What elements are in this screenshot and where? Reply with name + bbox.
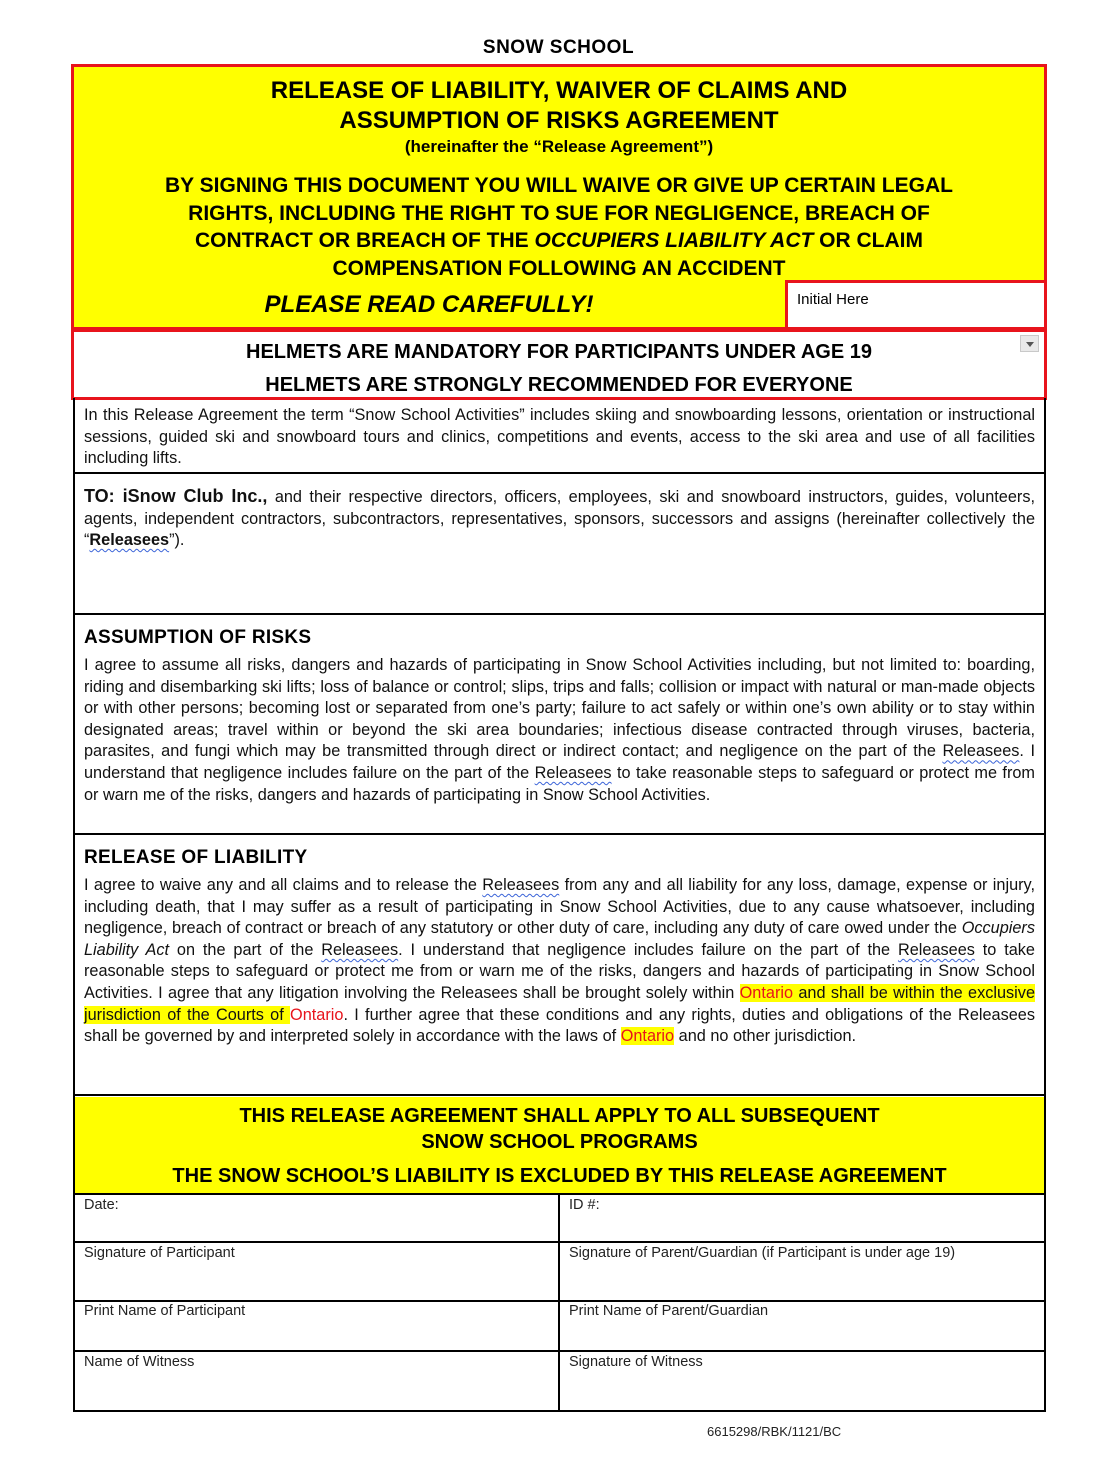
divider xyxy=(73,613,1046,615)
helmet-recommended-notice: HELMETS ARE STRONGLY RECOMMENDED FOR EVERYONE xyxy=(265,374,853,396)
warning-line-3-pre: CONTRACT OR BREACH OF THE xyxy=(194,229,535,252)
agreement-title-line-1: RELEASE OF LIABILITY, WAIVER OF CLAIMS AND xyxy=(270,77,848,104)
column-divider xyxy=(558,1193,560,1412)
date-field[interactable]: Date: xyxy=(84,1197,119,1213)
releasees-text: and their respective directors, officers, employees, ski and snowboard instructors, guides, volunteers, agents, independent contractors, subcontractors, representatives, sponsors, successors and assigns (hereinafter collectively the “ xyxy=(84,488,1035,550)
subsequent-programs-box xyxy=(75,1097,1044,1194)
dropdown-arrow-icon[interactable] xyxy=(1020,335,1039,352)
agreement-title-line-2: ASSUMPTION OF RISKS AGREEMENT xyxy=(339,107,779,134)
warning-line-3 xyxy=(74,227,1044,255)
witness-name-field[interactable]: Name of Witness xyxy=(84,1354,195,1370)
form-reference-code: 6615298/RBK/1121/BC xyxy=(707,1424,842,1439)
occupiers-act-reference: Occupiers Liability Act xyxy=(84,919,1035,959)
participant-print-name-field[interactable]: Print Name of Participant xyxy=(84,1303,246,1319)
releasees-text-end: ”). xyxy=(169,531,185,550)
please-read-carefully: PLEASE READ CAREFULLY! xyxy=(264,291,594,318)
releasees-paragraph xyxy=(84,486,1035,552)
liability-excluded-notice: THE SNOW SCHOOL’S LIABILITY IS EXCLUDED BY THIS RELEASE AGREEMENT xyxy=(172,1165,947,1187)
assumption-text: to take reasonable steps to safeguard or protect me from or warn me of the risks, dangers and hazards of participating in Snow School Activities. xyxy=(84,763,1035,804)
releasees-term: Releasees xyxy=(942,742,1020,761)
release-heading: RELEASE OF LIABILITY xyxy=(84,847,308,868)
apply-notice-line-2: SNOW SCHOOL PROGRAMS xyxy=(421,1131,698,1153)
jurisdiction-province: Ontario xyxy=(290,1005,344,1024)
participant-signature-field[interactable]: Signature of Participant xyxy=(84,1245,235,1261)
release-text: I agree to waive any and all claims and to release the xyxy=(84,876,483,894)
releasees-term: Releasees xyxy=(897,940,975,959)
assumption-text: . I understand that negligence includes failure on the part of the xyxy=(84,742,1035,782)
document-title: SNOW SCHOOL xyxy=(482,37,635,58)
divider xyxy=(73,472,1046,474)
releasees-term: Releasees xyxy=(534,763,612,782)
divider xyxy=(73,833,1046,835)
assumption-text: I agree to assume all risks, dangers and hazards of participating in Snow School Activities including, but not limited to: boarding, riding and disembarking ski lifts; loss of balance or control; slips, trips and falls; collision or impact with natural or man-made objects or with other persons; becoming lost or separated from one’s party; failure to act safely or within one’s own ability or to stay within designated areas; travel within or beyond the ski area boundaries; infectious disease contracted through viruses, bacteria, parasites, and fungi which may be transmitted through direct or indirect contact; and negligence on the part of the xyxy=(84,656,1035,761)
occupiers-act-reference: OCCUPIERS LIABILITY ACT xyxy=(534,229,814,252)
jurisdiction-province: Ontario xyxy=(739,983,794,1002)
parent-signature-field[interactable]: Signature of Parent/Guardian (if Participant is under age 19) xyxy=(569,1245,956,1261)
witness-signature-field[interactable]: Signature of Witness xyxy=(569,1354,703,1370)
id-number-field[interactable]: ID #: xyxy=(569,1197,600,1213)
warning-line-2: RIGHTS, INCLUDING THE RIGHT TO SUE FOR NEGLIGENCE, BREACH OF xyxy=(188,202,930,225)
helmet-notice-box xyxy=(71,329,1047,400)
release-text: . I further agree that these conditions and any rights, duties and obligations of the Releasees shall be governed by and interpreted solely in accordance with the laws of xyxy=(84,1005,1035,1046)
release-text: and no other jurisdiction. xyxy=(674,1027,857,1046)
assumption-paragraph xyxy=(84,655,1035,806)
to-recipient: TO: iSnow Club Inc., xyxy=(84,486,268,506)
warning-line-3-post: OR CLAIM xyxy=(813,229,923,252)
assumption-heading: ASSUMPTION OF RISKS xyxy=(84,627,312,648)
release-text: to take reasonable steps to safeguard or protect me from or warn me of the risks, dangers and hazards of participating in Snow School Activities. I agree that any litigation involving the Releasees shall be brought solely within xyxy=(84,940,1035,1002)
agreement-subtitle: (hereinafter the “Release Agreement”) xyxy=(404,137,714,156)
apply-notice-line-1: THIS RELEASE AGREEMENT SHALL APPLY TO ALL SUBSEQUENT xyxy=(239,1105,880,1127)
jurisdiction-clause: and shall be within the exclusive jurisdiction of the Courts of xyxy=(84,983,1035,1024)
releasees-defined-term: Releasees xyxy=(89,531,170,550)
releasees-term: Releasees xyxy=(482,876,560,894)
definition-paragraph: In this Release Agreement the term “Snow School Activities” includes skiing and snowboarding lessons, orientation or instructional sessions, guided ski and snowboard tours and clinics, competitions and events, access to the ski area and use of all facilities including lifts. xyxy=(84,406,1035,468)
divider xyxy=(73,1094,1046,1096)
release-text: on the part of the xyxy=(169,940,322,959)
jurisdiction-province: Ontario xyxy=(620,1027,675,1046)
releasees-term: Releasees xyxy=(321,940,399,959)
parent-print-name-field[interactable]: Print Name of Parent/Guardian xyxy=(569,1303,769,1319)
release-text: . I understand that negligence includes failure on the part of the xyxy=(398,940,898,959)
helmet-mandatory-notice: HELMETS ARE MANDATORY FOR PARTICIPANTS UNDER AGE 19 xyxy=(246,341,872,363)
warning-line-1: BY SIGNING THIS DOCUMENT YOU WILL WAIVE OR GIVE UP CERTAIN LEGAL xyxy=(165,174,953,197)
initial-here-field[interactable]: Initial Here xyxy=(785,280,1047,330)
release-text: from any and all liability for any loss, damage, expense or injury, including death, that I may suffer as a result of participating in Snow School Activities, due to any cause whatsoever, including negligence, breach of contract or breach of any statutory or other duty of care, including any duty of care owed under the xyxy=(84,876,1036,938)
warning-line-4: COMPENSATION FOLLOWING AN ACCIDENT xyxy=(332,257,786,280)
release-paragraph xyxy=(84,875,1035,1048)
